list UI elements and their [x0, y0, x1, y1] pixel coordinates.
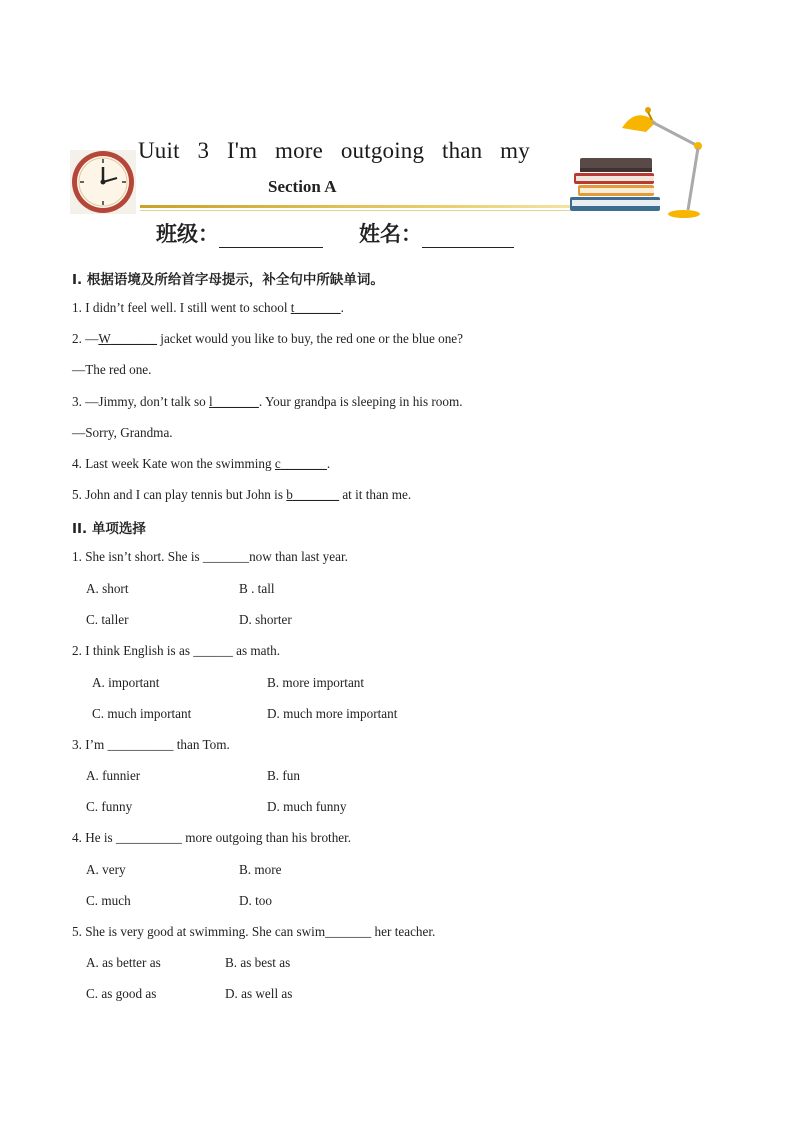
- name-label: 姓名：: [359, 222, 422, 246]
- option-b[interactable]: B. more: [239, 862, 282, 877]
- item-text: 3. —Jimmy, don’t talk so: [72, 394, 210, 409]
- part1-item: [72, 456, 330, 472]
- hint-letter: l: [209, 394, 213, 409]
- item-text: jacket would you like to buy, the red one or the blue one?: [156, 331, 464, 346]
- question-stem: 3. I’m __________ than Tom.: [72, 737, 230, 752]
- page-title: [138, 138, 530, 164]
- question-stem: 1. She isn’t short. She is _______now than last year.: [72, 549, 348, 564]
- option-d[interactable]: D. much more important: [267, 706, 398, 721]
- item-text: 1. I didn’t feel well. I still went to school: [72, 300, 291, 315]
- question-stem: 2. I think English is as ______ as math.: [72, 643, 281, 658]
- item-text: .: [340, 300, 344, 315]
- item-text: . Your grandpa is sleeping in his room.: [258, 394, 463, 409]
- hint-letter: W: [98, 331, 111, 346]
- name-field[interactable]: [359, 218, 514, 248]
- option-c[interactable]: C. as good as: [86, 986, 157, 1001]
- option-d[interactable]: D. shorter: [239, 612, 292, 627]
- item-text: .: [326, 456, 331, 471]
- option-a[interactable]: A. very: [86, 862, 126, 877]
- header-divider-thin: [140, 210, 570, 211]
- title-word: than: [441, 138, 483, 163]
- option-b[interactable]: B. more important: [267, 675, 365, 690]
- part2-heading: II. 单项选择: [72, 521, 146, 537]
- title-word: Uuit: [138, 138, 180, 163]
- option-b[interactable]: B . tall: [239, 581, 275, 596]
- item-text: at it than me.: [339, 487, 412, 502]
- hint-letter: c: [274, 456, 281, 471]
- part1-heading: Ⅰ. 根据语境及所给首字母提示，补全句中所缺单词。: [72, 272, 384, 288]
- part1-item: [72, 362, 151, 378]
- option-c[interactable]: C. much: [86, 893, 131, 908]
- option-c[interactable]: C. funny: [86, 799, 133, 814]
- item-text: —Sorry, Grandma.: [72, 425, 173, 440]
- hint-letter: b: [286, 487, 293, 502]
- option-b[interactable]: B. as best as: [225, 955, 291, 970]
- option-d[interactable]: D. too: [239, 893, 272, 908]
- option-a[interactable]: A. short: [86, 581, 129, 596]
- option-a[interactable]: A. important: [92, 675, 160, 690]
- part1-item: [72, 300, 344, 316]
- hint-letter: t: [290, 300, 295, 315]
- option-d[interactable]: D. as well as: [225, 986, 293, 1001]
- item-text: 4. Last week Kate won the swimming: [72, 456, 275, 471]
- class-blank[interactable]: [219, 225, 323, 248]
- option-c[interactable]: C. taller: [86, 612, 129, 627]
- answer-blank[interactable]: _______: [280, 456, 327, 471]
- title-word: I'm: [226, 138, 258, 163]
- name-blank[interactable]: [422, 225, 514, 248]
- item-text: —The red one.: [72, 362, 152, 377]
- answer-blank[interactable]: _______: [110, 331, 157, 346]
- answer-blank[interactable]: _______: [212, 394, 259, 409]
- part1-item: [72, 425, 173, 441]
- title-word: 3: [197, 138, 210, 163]
- title-word: more: [275, 138, 324, 163]
- header-divider: [140, 205, 570, 208]
- part1-item: [72, 394, 463, 410]
- page-subtitle: Section A: [268, 177, 337, 196]
- class-label: 班级：: [156, 222, 219, 246]
- option-a[interactable]: A. as better as: [86, 955, 161, 970]
- option-a[interactable]: A. funnier: [86, 768, 141, 783]
- title-word: outgoing: [340, 138, 425, 163]
- clock-icon: [68, 148, 138, 216]
- answer-blank[interactable]: _______: [294, 300, 341, 315]
- question-stem: 5. She is very good at swimming. She can swim_______ her teacher.: [72, 924, 436, 939]
- title-word: my: [500, 138, 530, 163]
- answer-blank[interactable]: _______: [292, 487, 340, 502]
- option-c[interactable]: C. much important: [92, 706, 192, 721]
- student-info-row: [156, 218, 514, 248]
- book-stack-icon: [566, 156, 664, 218]
- part1-item: [72, 487, 411, 503]
- option-b[interactable]: B. fun: [267, 768, 300, 783]
- class-field[interactable]: [156, 218, 323, 248]
- question-stem: 4. He is __________ more outgoing than his brother.: [72, 830, 352, 845]
- item-text: 5. John and I can play tennis but John is: [72, 487, 287, 502]
- item-text: 2. —: [72, 331, 99, 346]
- option-d[interactable]: D. much funny: [267, 799, 347, 814]
- part1-item: [72, 331, 463, 347]
